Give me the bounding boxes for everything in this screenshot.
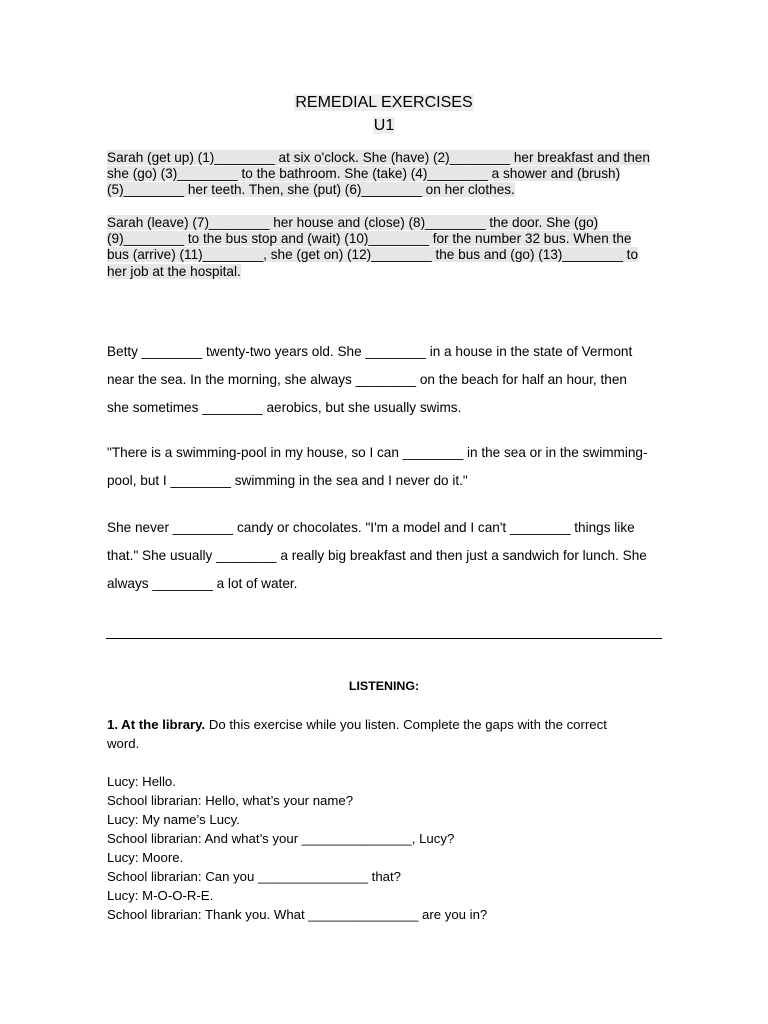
text-line: She never ________ candy or chocolates. "I'm a model and I can't ________ things like xyxy=(107,520,635,535)
page-subtitle xyxy=(0,115,768,137)
title-line-1: REMEDIAL EXERCISES xyxy=(295,94,473,111)
dialogue-line: School librarian: Can you _______________ that? xyxy=(107,869,402,884)
dialogue-line: School librarian: Hello, what’s your name? xyxy=(107,793,354,808)
text-line: (5)________ her teeth. Then, she (put) (6)________ on her clothes. xyxy=(107,182,515,198)
exercise-number-title: 1. At the library. xyxy=(107,717,206,732)
text-line: (9)________ to the bus stop and (wait) (10)________ for the number 32 bus. When the xyxy=(107,231,632,247)
title-line-2: U1 xyxy=(373,117,395,134)
dialogue-line: Lucy: Hello. xyxy=(107,774,176,789)
exercise2-paragraph-1 xyxy=(107,338,667,422)
text-line: "There is a swimming-pool in my house, so I can ________ in the sea or in the swimming- xyxy=(107,445,648,460)
dialogue-line: Lucy: My name’s Lucy. xyxy=(107,812,240,827)
dialogue-line: School librarian: And what’s your _______________, Lucy? xyxy=(107,831,455,846)
instruction-text: Do this exercise while you listen. Complete the gaps with the correct xyxy=(205,717,607,732)
exercise1-paragraph-1 xyxy=(107,150,667,199)
text-line: pool, but I ________ swimming in the sea and I never do it." xyxy=(107,473,468,488)
text-line: she (go) (3)________ to the bathroom. She (take) (4)________ a shower and (brush) xyxy=(107,166,621,182)
section-divider xyxy=(106,638,662,639)
text-line: always ________ a lot of water. xyxy=(107,576,298,591)
dialogue-line: School librarian: Thank you. What _______________ are you in? xyxy=(107,907,488,922)
text-line: her job at the hospital. xyxy=(107,263,241,279)
exercise2-paragraph-3 xyxy=(107,514,667,598)
dialogue-line: Lucy: Moore. xyxy=(107,850,184,865)
instruction-text: word. xyxy=(107,736,140,751)
listening-heading: LISTENING: xyxy=(348,679,420,693)
text-line: near the sea. In the morning, she always ________ on the beach for half an hour, then xyxy=(107,372,627,387)
dialogue-line: Lucy: M-O-O-R-E. xyxy=(107,888,214,903)
listening-instruction xyxy=(107,715,667,753)
text-line: Betty ________ twenty-two years old. She ________ in a house in the state of Vermont xyxy=(107,344,633,359)
exercise2-paragraph-2 xyxy=(107,439,667,495)
text-line: bus (arrive) (11)________, she (get on) (12)________ the bus and (go) (13)________ to xyxy=(107,247,639,263)
text-line: she sometimes ________ aerobics, but she usually swims. xyxy=(107,400,462,415)
exercise1-paragraph-2 xyxy=(107,215,667,280)
page-title xyxy=(0,92,768,114)
dialogue xyxy=(107,772,667,924)
text-line: Sarah (leave) (7)________ her house and (close) (8)________ the door. She (go) xyxy=(107,215,599,230)
text-line: Sarah (get up) (1)________ at six o'clock. She (have) (2)________ her breakfast and then xyxy=(107,150,650,165)
text-line: that." She usually ________ a really big breakfast and then just a sandwich for lunch. She xyxy=(107,548,647,563)
